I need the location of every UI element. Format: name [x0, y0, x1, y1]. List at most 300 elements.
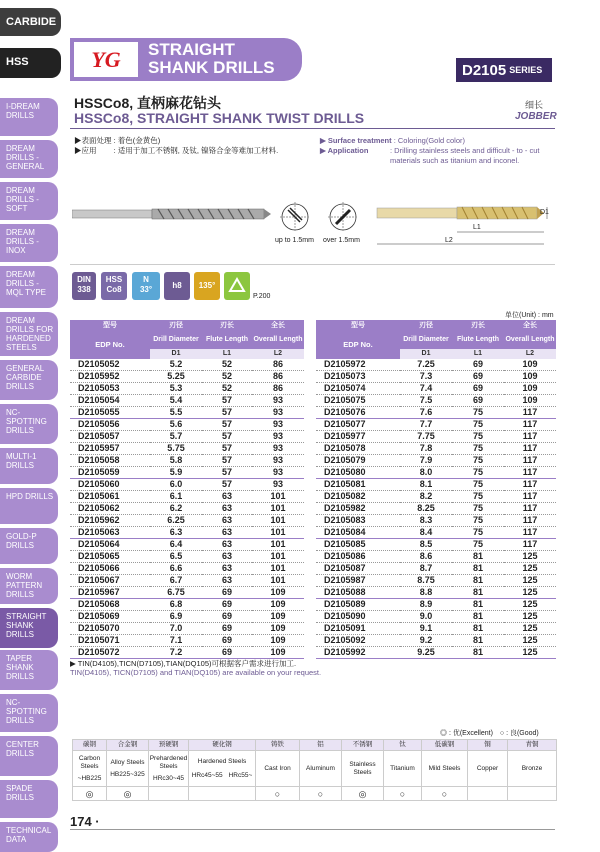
sidebar-item[interactable]: NC-SPOTTING DRILLS — [0, 404, 58, 444]
col-header-cn: 型号 — [70, 320, 150, 331]
diameter-cell: 8.25 — [400, 503, 452, 515]
flute-length-cell: 75 — [452, 407, 504, 419]
point-caption-small: up to 1.5mm — [275, 237, 314, 244]
edp-cell: D2105074 — [316, 383, 400, 395]
flute-length-cell: 69 — [452, 395, 504, 407]
flute-length-cell: 75 — [452, 431, 504, 443]
edp-cell: D2105067 — [70, 575, 150, 587]
diameter-cell: 8.6 — [400, 551, 452, 563]
material-header-cn: 铜 — [468, 740, 508, 751]
edp-cell: D2105073 — [316, 371, 400, 383]
overall-length-cell: 93 — [252, 443, 304, 455]
point-angle-badge — [194, 272, 220, 300]
overall-length-cell: 109 — [504, 371, 556, 383]
overall-length-cell: 86 — [252, 371, 304, 383]
edp-cell: D2105077 — [316, 419, 400, 431]
diameter-cell: 8.0 — [400, 467, 452, 479]
coolant-icon — [227, 275, 247, 295]
diameter-cell: 8.3 — [400, 515, 452, 527]
flute-length-cell: 63 — [202, 503, 252, 515]
material-header-cn: 低碳钢 — [422, 740, 468, 751]
diameter-cell: 7.8 — [400, 443, 452, 455]
rating-cell — [189, 787, 256, 801]
diameter-cell: 9.1 — [400, 623, 452, 635]
col-header-cn: 刃径 — [400, 320, 452, 331]
table-row — [316, 359, 556, 371]
overall-length-cell: 125 — [504, 623, 556, 635]
diameter-cell: 6.6 — [150, 563, 202, 575]
sidebar-tab-carbide[interactable]: CARBIDE — [0, 8, 61, 36]
flute-length-cell: 57 — [202, 467, 252, 479]
tolerance-badge — [164, 272, 190, 300]
rating-cell: ○ — [422, 787, 468, 801]
flute-length-cell: 75 — [452, 455, 504, 467]
flute-length-cell: 75 — [452, 515, 504, 527]
flute-length-cell: 75 — [452, 503, 504, 515]
table-row — [70, 515, 304, 527]
diameter-cell: 7.6 — [400, 407, 452, 419]
table-row — [70, 431, 304, 443]
divider — [70, 128, 555, 129]
rating-cell: ○ — [300, 787, 342, 801]
flute-length-cell: 69 — [452, 371, 504, 383]
unit-label: 单位(Unit) : mm — [505, 312, 554, 319]
edp-cell: D2105072 — [70, 647, 150, 659]
edp-cell: D2105060 — [70, 479, 150, 491]
diameter-cell: 8.8 — [400, 587, 452, 599]
diameter-cell: 6.1 — [150, 491, 202, 503]
overall-length-cell: 117 — [504, 431, 556, 443]
table-row — [70, 539, 304, 551]
material-header-cn: 青铜 — [508, 740, 557, 751]
spec-table-left — [70, 320, 304, 659]
footer-line — [70, 829, 555, 830]
diameter-cell: 7.75 — [400, 431, 452, 443]
flute-length-cell: 52 — [202, 371, 252, 383]
hss-badge-line2: Co8 — [106, 285, 122, 294]
col-header-cn: 全长 — [252, 320, 304, 331]
table-row — [316, 539, 556, 551]
table-row — [316, 647, 556, 659]
material-header-cn: 不锈钢 — [342, 740, 384, 751]
sidebar-item[interactable]: GOLD-P DRILLS — [0, 528, 58, 564]
flute-length-cell: 75 — [452, 419, 504, 431]
diameter-cell: 5.2 — [150, 359, 202, 371]
overall-length-cell: 93 — [252, 431, 304, 443]
point-view-large-icon — [328, 200, 358, 234]
rating-cell — [468, 787, 508, 801]
diameter-cell: 6.25 — [150, 515, 202, 527]
sidebar-item[interactable]: NC-SPOTTING DRILLS — [0, 694, 58, 732]
table-row — [70, 467, 304, 479]
edp-cell: D2105080 — [316, 467, 400, 479]
overall-length-cell: 93 — [252, 467, 304, 479]
edp-cell: D2105082 — [316, 491, 400, 503]
diameter-cell: 5.6 — [150, 419, 202, 431]
col-header-en: Drill Diameter — [150, 331, 202, 349]
dim-header: L2 — [252, 349, 304, 359]
diameter-cell: 6.8 — [150, 599, 202, 611]
flute-length-cell: 63 — [202, 575, 252, 587]
flute-length-cell: 75 — [452, 467, 504, 479]
diameter-cell: 8.7 — [400, 563, 452, 575]
type-label-cn: 细长 — [525, 100, 544, 110]
flute-length-cell: 81 — [452, 575, 504, 587]
yg-logo — [72, 40, 140, 79]
diameter-cell: 6.75 — [150, 587, 202, 599]
diameter-cell: 8.75 — [400, 575, 452, 587]
sidebar-item[interactable]: DREAM DRILLS -GENERAL — [0, 140, 58, 178]
table-row — [316, 527, 556, 539]
overall-length-cell: 125 — [504, 575, 556, 587]
table-row — [70, 623, 304, 635]
hss-badge-line1: HSS — [105, 275, 123, 284]
overall-length-cell: 93 — [252, 395, 304, 407]
material-cell — [422, 751, 468, 787]
material-name: Copper — [476, 764, 499, 772]
info-cn-application: ▶应用 : 适用于加工不锈钢, 及钛, 镍铬合金等难加工材料. — [74, 146, 279, 155]
series-code-number: D2105 — [462, 61, 507, 79]
col-header-en: Overall Length — [504, 331, 556, 349]
overall-length-cell: 125 — [504, 635, 556, 647]
table-row — [70, 407, 304, 419]
overall-length-cell: 125 — [504, 599, 556, 611]
diameter-cell: 9.0 — [400, 611, 452, 623]
flute-length-cell: 81 — [452, 587, 504, 599]
flute-length-cell: 69 — [202, 623, 252, 635]
col-header-en: Flute Length — [202, 331, 252, 349]
table-row — [316, 599, 556, 611]
edp-cell: D2105079 — [316, 455, 400, 467]
rating-cell: ○ — [256, 787, 300, 801]
material-header-cn: 铝 — [300, 740, 342, 751]
table-row — [316, 371, 556, 383]
hardness-value: HRc55~ — [228, 771, 253, 779]
section-title-line1: STRAIGHT — [148, 40, 235, 59]
diameter-cell: 5.3 — [150, 383, 202, 395]
flute-length-cell: 57 — [202, 479, 252, 491]
col-header-cn: 刃径 — [150, 320, 202, 331]
coating-note-cn: ▶ TIN(D4105),TICN(D7105),TIAN(DQ105)可根据客户需求进行加工. — [70, 659, 297, 668]
info-en-surface-label: ▶ Surface treatment — [320, 136, 392, 145]
overall-length-cell: 117 — [504, 539, 556, 551]
dim-l1-label: L1 — [473, 224, 481, 231]
section-title — [148, 41, 275, 77]
flute-length-cell: 75 — [452, 539, 504, 551]
sidebar-item[interactable]: TECHNICAL DATA — [0, 822, 58, 852]
overall-length-cell: 109 — [252, 647, 304, 659]
col-header-en: Overall Length — [252, 331, 304, 349]
flute-length-cell: 75 — [452, 479, 504, 491]
material-cell — [189, 751, 256, 787]
sidebar-item[interactable]: I-DREAM DRILLS — [0, 98, 58, 136]
diameter-cell: 8.5 — [400, 539, 452, 551]
flute-length-cell: 69 — [202, 635, 252, 647]
diameter-cell: 6.9 — [150, 611, 202, 623]
coating-note — [70, 659, 321, 677]
point-view-small-icon — [280, 200, 310, 234]
col-header-edp: EDP No. — [70, 331, 150, 359]
table-row — [316, 431, 556, 443]
flute-length-cell: 57 — [202, 407, 252, 419]
table-row — [70, 575, 304, 587]
material-header-cn: 合金钢 — [107, 740, 149, 751]
overall-length-cell: 109 — [504, 359, 556, 371]
table-row — [316, 587, 556, 599]
table-row — [70, 599, 304, 611]
info-cn-surface: ▶表面处理 : 着色(金黄色) — [74, 136, 161, 145]
diameter-cell: 8.2 — [400, 491, 452, 503]
overall-length-cell: 109 — [252, 623, 304, 635]
overall-length-cell: 117 — [504, 419, 556, 431]
material-cell — [256, 751, 300, 787]
table-row — [70, 503, 304, 515]
table-row — [316, 395, 556, 407]
dim-header: D1 — [150, 349, 202, 359]
coolant-badge — [224, 272, 250, 300]
dim-header: L1 — [452, 349, 504, 359]
overall-length-cell: 117 — [504, 491, 556, 503]
spec-table-right — [316, 320, 556, 659]
flute-length-cell: 69 — [452, 359, 504, 371]
diameter-cell: 9.2 — [400, 635, 452, 647]
point-caption-large: over 1.5mm — [323, 237, 360, 244]
edp-cell: D2105061 — [70, 491, 150, 503]
overall-length-cell: 109 — [504, 395, 556, 407]
table-row — [316, 419, 556, 431]
sidebar-item[interactable]: DREAM DRILLS -INOX — [0, 224, 58, 262]
overall-length-cell: 101 — [252, 575, 304, 587]
edp-cell: D2105083 — [316, 515, 400, 527]
flute-length-cell: 69 — [202, 647, 252, 659]
material-name: Bronze — [521, 764, 543, 772]
material-name: Stainless Steels — [349, 760, 376, 776]
edp-cell: D2105076 — [316, 407, 400, 419]
diameter-cell: 7.9 — [400, 455, 452, 467]
flute-length-cell: 81 — [452, 551, 504, 563]
diameter-cell: 5.25 — [150, 371, 202, 383]
diameter-cell: 7.25 — [400, 359, 452, 371]
hss-badge — [101, 272, 127, 300]
table-row — [316, 467, 556, 479]
dim-header: L1 — [202, 349, 252, 359]
diameter-cell: 6.5 — [150, 551, 202, 563]
material-cell — [300, 751, 342, 787]
edp-cell: D2105987 — [316, 575, 400, 587]
table-row — [316, 479, 556, 491]
overall-length-cell: 109 — [252, 635, 304, 647]
flute-length-cell: 81 — [452, 647, 504, 659]
info-en-surface-value: : Coloring(Gold color) — [393, 136, 465, 145]
col-header-en: Drill Diameter — [400, 331, 452, 349]
overall-length-cell: 93 — [252, 419, 304, 431]
table-row — [70, 635, 304, 647]
diameter-cell: 7.4 — [400, 383, 452, 395]
coating-note-en: TIN(D4105), TICN(D7105) and TIAN(DQ105) are available on your request. — [70, 668, 322, 677]
table-row — [316, 383, 556, 395]
edp-cell: D2105085 — [316, 539, 400, 551]
table-row — [316, 611, 556, 623]
flute-length-cell: 81 — [452, 599, 504, 611]
sidebar-tab-hss[interactable]: HSS — [0, 48, 61, 78]
flute-length-cell: 75 — [452, 491, 504, 503]
edp-cell: D2105092 — [316, 635, 400, 647]
overall-length-cell: 101 — [252, 551, 304, 563]
dim-header: L2 — [504, 349, 556, 359]
helix-angle-text: 33° — [139, 285, 153, 294]
table-row — [70, 551, 304, 563]
material-name: Hardened Steels — [197, 757, 247, 765]
edp-cell: D2105089 — [316, 599, 400, 611]
diameter-cell: 7.1 — [150, 635, 202, 647]
material-name: Mild Steels — [428, 764, 461, 772]
col-header-cn: 刃长 — [452, 320, 504, 331]
col-header-cn: 全长 — [504, 320, 556, 331]
diameter-cell: 7.2 — [150, 647, 202, 659]
flute-length-cell: 63 — [202, 491, 252, 503]
diameter-cell: 5.5 — [150, 407, 202, 419]
product-title-en: HSSCo8, STRAIGHT SHANK TWIST DRILLS — [74, 110, 365, 126]
diameter-cell: 8.9 — [400, 599, 452, 611]
table-row — [70, 455, 304, 467]
material-cell — [342, 751, 384, 787]
edp-cell: D2105071 — [70, 635, 150, 647]
overall-length-cell: 109 — [252, 599, 304, 611]
sidebar-item[interactable]: CENTER DRILLS — [0, 736, 58, 776]
material-cell — [384, 751, 422, 787]
table-row — [70, 587, 304, 599]
edp-cell: D2105052 — [70, 359, 150, 371]
diameter-cell: 6.0 — [150, 479, 202, 491]
overall-length-cell: 86 — [252, 383, 304, 395]
diameter-cell: 6.4 — [150, 539, 202, 551]
edp-cell: D2105086 — [316, 551, 400, 563]
material-name: Carbon Steels — [78, 754, 101, 770]
flute-length-cell: 75 — [452, 443, 504, 455]
flute-length-cell: 69 — [202, 599, 252, 611]
edp-cell: D2105088 — [316, 587, 400, 599]
overall-length-cell: 117 — [504, 515, 556, 527]
flute-length-cell: 81 — [452, 635, 504, 647]
din-badge-line2: 338 — [77, 285, 91, 294]
overall-length-cell: 93 — [252, 455, 304, 467]
overall-length-cell: 125 — [504, 647, 556, 659]
sidebar-item[interactable]: TAPER SHANK DRILLS — [0, 650, 58, 690]
table-row — [70, 443, 304, 455]
overall-length-cell: 101 — [252, 515, 304, 527]
diameter-cell: 7.5 — [400, 395, 452, 407]
rating-cell — [149, 787, 189, 801]
sidebar-item[interactable]: STRAIGHT SHANK DRILLS — [0, 608, 58, 648]
divider — [70, 264, 555, 265]
sidebar-item[interactable]: MULTI-1 DRILLS — [0, 448, 58, 484]
sidebar-item[interactable]: DREAM DRILLS -SOFT — [0, 182, 58, 220]
flute-length-cell: 81 — [452, 563, 504, 575]
edp-cell: D2105063 — [70, 527, 150, 539]
sidebar-item[interactable]: SPADE DRILLS — [0, 780, 58, 818]
din-badge-line1: DIN — [77, 275, 91, 284]
overall-length-cell: 117 — [504, 407, 556, 419]
table-row — [70, 419, 304, 431]
edp-cell: D2105091 — [316, 623, 400, 635]
table-row — [70, 563, 304, 575]
overall-length-cell: 125 — [504, 563, 556, 575]
overall-length-cell: 101 — [252, 563, 304, 575]
info-en — [320, 136, 555, 166]
overall-length-cell: 125 — [504, 551, 556, 563]
table-row — [70, 479, 304, 491]
edp-cell: D2105058 — [70, 455, 150, 467]
flute-length-cell: 57 — [202, 443, 252, 455]
edp-cell: D2105967 — [70, 587, 150, 599]
overall-length-cell: 86 — [252, 359, 304, 371]
sidebar-item[interactable]: HPD DRILLS — [0, 488, 58, 524]
edp-cell: D2105075 — [316, 395, 400, 407]
overall-length-cell: 109 — [252, 611, 304, 623]
diameter-cell: 7.7 — [400, 419, 452, 431]
material-cell — [149, 751, 189, 787]
flute-length-cell: 57 — [202, 419, 252, 431]
edp-cell: D2105056 — [70, 419, 150, 431]
diameter-cell: 5.4 — [150, 395, 202, 407]
rating-cell — [508, 787, 557, 801]
info-en-application-label: ▶ Application — [320, 146, 369, 155]
drill-dimension-drawing — [372, 200, 552, 250]
sidebar-item[interactable]: GENERAL CARBIDE DRILLS — [0, 360, 58, 400]
edp-cell: D2105078 — [316, 443, 400, 455]
sidebar-item[interactable]: DREAM DRILLS FOR HARDENED STEELS — [0, 312, 58, 356]
page-reference: P.200 — [253, 293, 271, 300]
edp-cell: D2105062 — [70, 503, 150, 515]
hardness-value: HRc30~45 — [153, 774, 184, 782]
material-name: Titanium — [390, 764, 415, 772]
material-cell — [508, 751, 557, 787]
diameter-cell: 9.25 — [400, 647, 452, 659]
table-row — [316, 551, 556, 563]
flute-length-cell: 75 — [452, 527, 504, 539]
flute-length-cell: 57 — [202, 395, 252, 407]
material-cell — [107, 751, 149, 787]
flute-length-cell: 81 — [452, 623, 504, 635]
material-header-cn: 钛 — [384, 740, 422, 751]
overall-length-cell: 117 — [504, 467, 556, 479]
edp-cell: D2105057 — [70, 431, 150, 443]
table-row — [70, 611, 304, 623]
edp-cell: D2105972 — [316, 359, 400, 371]
table-row — [316, 635, 556, 647]
flute-length-cell: 63 — [202, 551, 252, 563]
dim-d1-label: D1 — [540, 209, 549, 216]
product-title-cn: HSSCo8, 直柄麻花钻头 — [74, 95, 222, 111]
overall-length-cell: 117 — [504, 479, 556, 491]
sidebar-item[interactable]: WORM PATTERN DRILLS — [0, 568, 58, 604]
rating-cell: ◎ — [107, 787, 149, 801]
edp-cell: D2105992 — [316, 647, 400, 659]
flute-length-cell: 57 — [202, 455, 252, 467]
drill-type-badge — [132, 272, 160, 300]
sidebar-item[interactable]: DREAM DRILLS -MQL TYPE — [0, 266, 58, 308]
flute-length-cell: 69 — [202, 587, 252, 599]
hardness-value: HRc45~55 — [191, 771, 223, 779]
type-label-en: JOBBER — [515, 111, 557, 122]
hardness-value: HB225~325 — [110, 770, 145, 778]
overall-length-cell: 109 — [504, 383, 556, 395]
flute-length-cell: 69 — [452, 383, 504, 395]
series-code — [456, 58, 552, 82]
col-header-en: Flute Length — [452, 331, 504, 349]
overall-length-cell: 93 — [252, 407, 304, 419]
diameter-cell: 5.75 — [150, 443, 202, 455]
